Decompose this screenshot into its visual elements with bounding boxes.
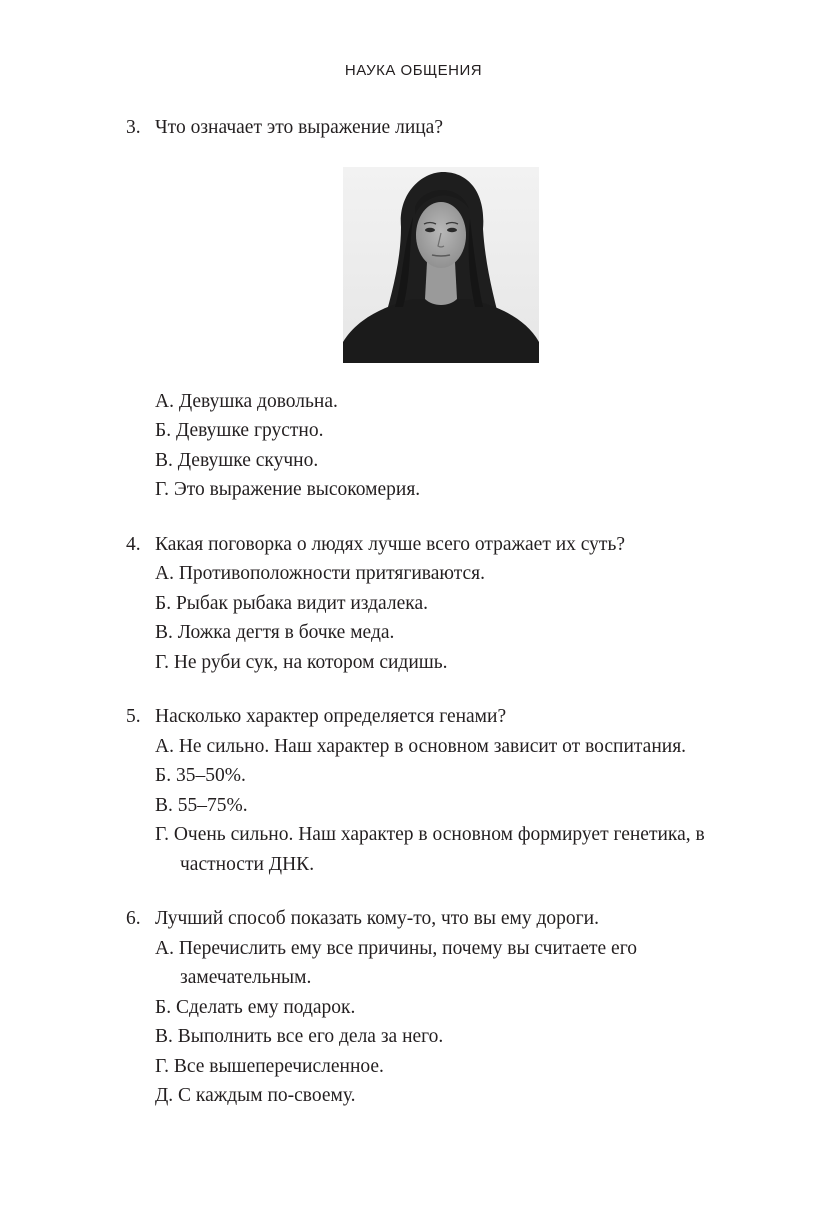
option: Г. Это выражение высокомерия. bbox=[155, 479, 421, 500]
option: Г. Все вышеперечисленное. bbox=[155, 1055, 384, 1077]
question-number: 4. bbox=[126, 533, 141, 555]
question-text: Лучший способ показать кому-то, что вы ему дороги. bbox=[155, 908, 599, 929]
question-4 bbox=[126, 530, 766, 678]
option: Г. Очень сильно. Наш характер в основном формирует генетика, в частности ДНК. bbox=[155, 824, 705, 875]
running-head: НАУКА ОБЩЕНИЯ bbox=[344, 62, 483, 79]
question-line bbox=[126, 530, 766, 560]
option: В. Девушке скучно. bbox=[155, 449, 319, 471]
option: А. Не сильно. Наш характер в основном зависит от воспитания. bbox=[155, 735, 687, 757]
option: В. Выполнить все его дела за него. bbox=[155, 1026, 444, 1047]
option: В. Ложка дегтя в бочке меда. bbox=[155, 622, 395, 643]
question-3 bbox=[126, 113, 766, 505]
option: В. 55–75%. bbox=[155, 794, 248, 816]
options-list bbox=[126, 559, 766, 677]
page-body bbox=[126, 113, 766, 1136]
question-line bbox=[126, 113, 766, 143]
question-text: Какая поговорка о людях лучше всего отражает их суть? bbox=[155, 533, 625, 555]
option: А. Девушка довольна. bbox=[155, 390, 338, 412]
option: Г. Не руби сук, на котором сидишь. bbox=[155, 651, 448, 673]
options-list bbox=[126, 732, 766, 880]
question-5 bbox=[126, 702, 766, 879]
option: Б. Сделать ему подарок. bbox=[155, 996, 356, 1018]
question-line bbox=[126, 904, 766, 934]
option: Б. Девушке грустно. bbox=[155, 420, 324, 441]
options-list bbox=[126, 934, 766, 1111]
question-number: 3. bbox=[126, 117, 141, 138]
question-text: Насколько характер определяется генами? bbox=[155, 706, 507, 727]
option: Б. Рыбак рыбака видит издалека. bbox=[155, 592, 428, 614]
options-list bbox=[126, 387, 766, 505]
portrait-photo bbox=[116, 167, 766, 363]
portrait-photo-icon bbox=[343, 167, 539, 363]
option: Д. С каждым по-своему. bbox=[155, 1085, 356, 1106]
option: А. Противоположности притягиваются. bbox=[155, 563, 485, 584]
option: А. Перечислить ему все причины, почему вы считаете его замечательным. bbox=[155, 937, 637, 988]
question-text: Что означает это выражение лица? bbox=[155, 117, 443, 138]
option: Б. 35–50%. bbox=[155, 765, 246, 786]
question-6 bbox=[126, 904, 766, 1111]
question-number: 6. bbox=[126, 908, 141, 929]
question-line bbox=[126, 702, 766, 732]
question-number: 5. bbox=[126, 706, 141, 727]
